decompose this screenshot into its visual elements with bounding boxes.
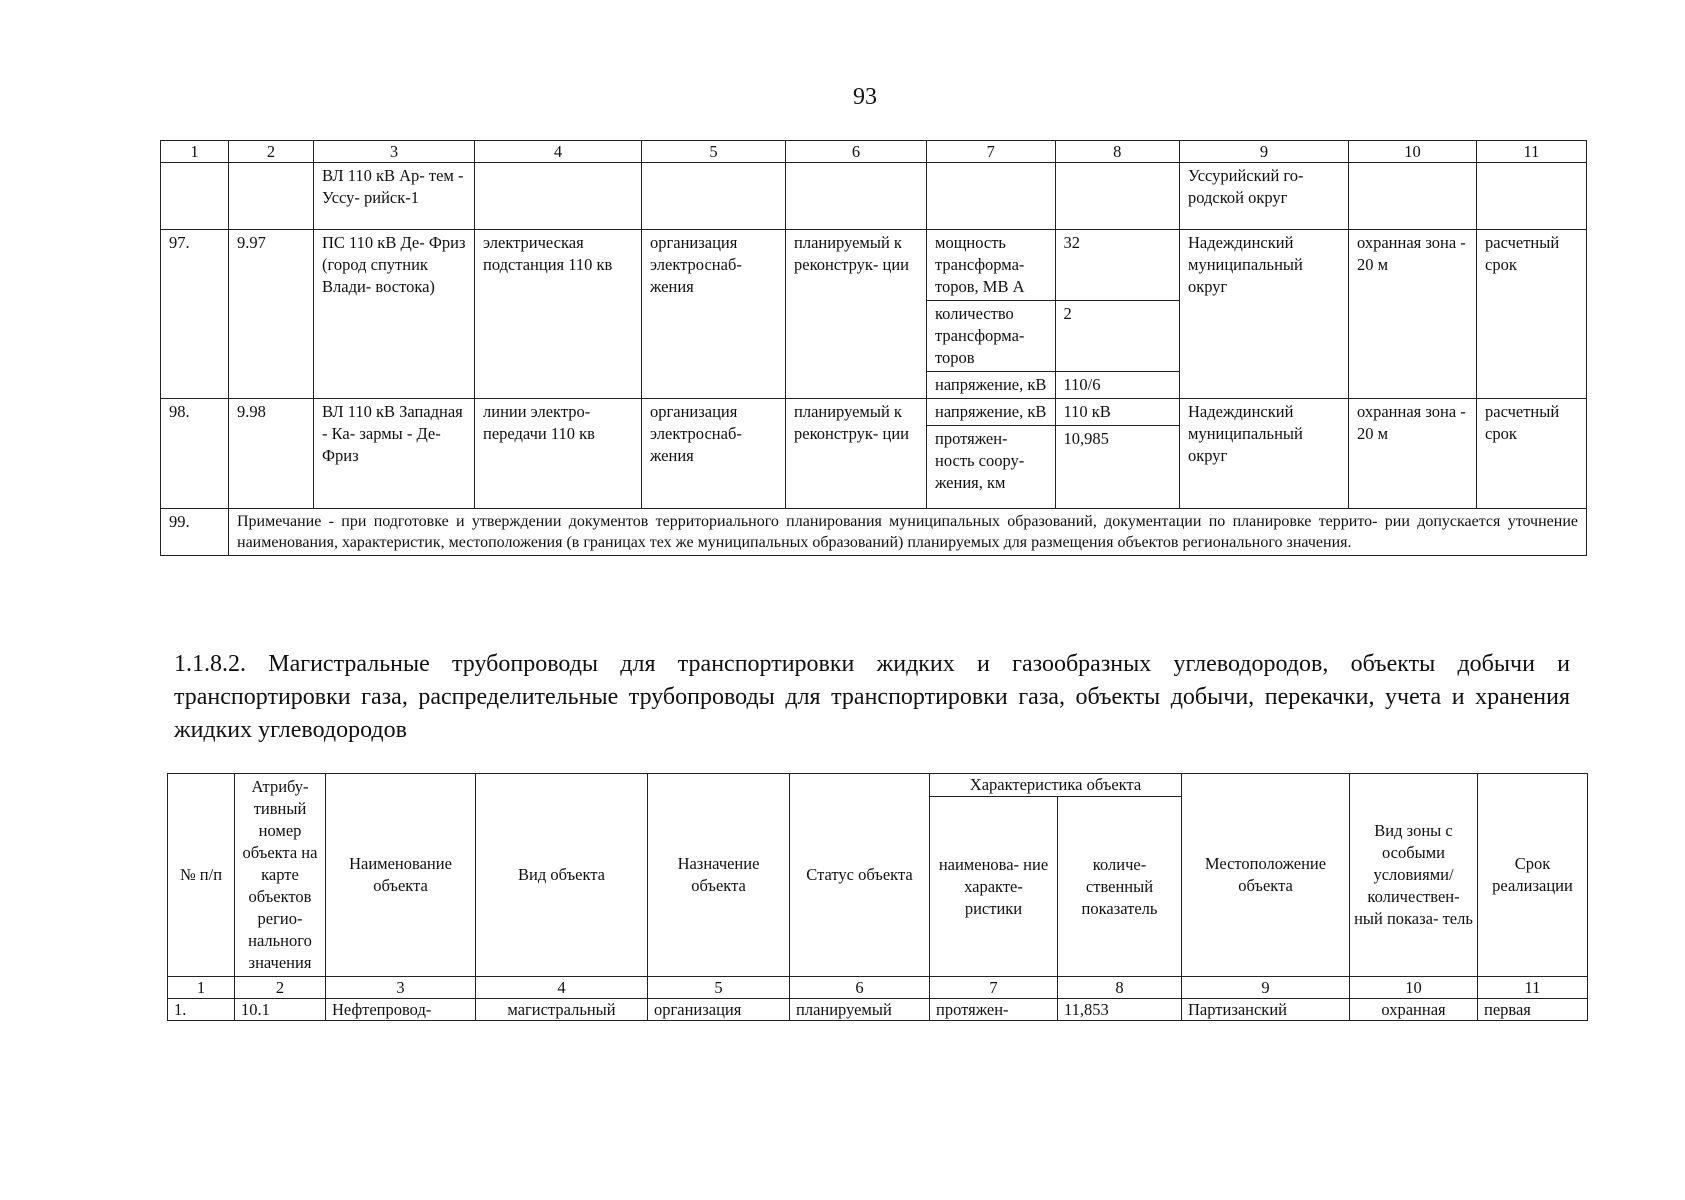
object-name: Нефтепровод- [326,999,476,1021]
column-number-row [161,141,1587,163]
object-purpose: организация [648,999,790,1021]
col-num: 3 [326,977,476,999]
col-num: 5 [642,141,786,163]
zone: охранная [1350,999,1478,1021]
object-status: планируемый к реконструк- ции [786,399,927,509]
header-char-name: наименова- ние характе- ристики [930,797,1058,977]
char-value: 110/6 [1055,372,1179,399]
section-heading: 1.1.8.2. Магистральные трубопроводы для транспортировки жидких и газообразных углеводородов, объекты добычи и транспортировки газа, распределительные трубопроводы для транспортировки газа, объекты добычи, перекачки, учета и хранения жидких углеводородов [174,651,1570,743]
object-name: ВЛ 110 кВ Западная - Ка- зармы - Де- Фриз [314,399,475,509]
header-row [168,774,1588,797]
char-name: протяжен- [930,999,1058,1021]
header-status: Статус объекта [790,774,930,977]
col-num: 11 [1477,141,1587,163]
object-characteristics [927,230,1180,399]
term: первая [1478,999,1588,1021]
table-row [161,163,1587,230]
col-num: 1 [161,141,229,163]
zone: охранная зона - 20 м [1349,399,1477,509]
char-value: 32 [1063,233,1080,252]
table-row [161,230,1587,399]
page-number: 93 [853,84,877,110]
table-row [161,509,1587,556]
char-name: мощность трансформа- торов, МВ А [927,230,1055,301]
char-value: 2 [1055,301,1179,372]
col-num: 4 [475,141,642,163]
char-value: 110 кВ [1063,402,1111,421]
header-no: № п/п [168,774,235,977]
object-location: Надеждинский муниципальный округ [1180,230,1349,399]
row-number: 97. [161,230,229,399]
object-purpose: организация электроснаб- жения [642,230,786,399]
col-num-pair [927,141,1180,163]
header-term: Срок реализации [1478,774,1588,977]
col-num: 2 [229,141,314,163]
col-num: 9 [1182,977,1350,999]
col-num: 6 [786,141,927,163]
object-status: планируемый [790,999,930,1021]
note-text: Примечание - при подготовке и утверждении документов территориального планирования муниципальных образований, документации по планировке террито- рии допускается уточнение наименования, характеристик, местоположения (в границах тех же муниципальных образований) планируемых для размещения объектов регионального значения. [229,509,1587,556]
header-purpose: Назначение объекта [648,774,790,977]
col-num: 8 [1058,977,1182,999]
row-number: 1. [168,999,235,1021]
col-num: 10 [1350,977,1478,999]
object-characteristics [927,399,1180,509]
col-num: 6 [790,977,930,999]
column-number-row [168,977,1588,999]
col-num: 9 [1180,141,1349,163]
table-row [168,999,1588,1021]
header-location: Местоположение объекта [1182,774,1350,977]
header-attr: Атрибу- тивный номер объекта на карте объектов регио- нального значения [235,774,326,977]
object-purpose: организация электроснаб- жения [642,399,786,509]
col-num: 1 [168,977,235,999]
header-char-value: количе- ственный показатель [1058,797,1182,977]
col-num: 11 [1478,977,1588,999]
header-name: Наименование объекта [326,774,476,977]
attribute-number: 10.1 [235,999,326,1021]
attribute-number: 9.98 [229,399,314,509]
header-zone: Вид зоны с особыми условиями/ количествен- ный показа- тель [1350,774,1478,977]
object-location: Надеждинский муниципальный округ [1180,399,1349,509]
term: расчетный срок [1477,399,1587,509]
electric-objects-table [160,140,1587,556]
char-name: количество трансформа- торов [927,301,1055,372]
col-num: 7 [927,141,1055,162]
header-characteristics: Характеристика объекта [930,774,1182,797]
char-name: напряжение, кВ [927,399,1055,426]
term: расчетный срок [1477,230,1587,399]
object-location: Партизанский [1182,999,1350,1021]
char-name: напряжение, кВ [927,372,1055,399]
object-name: ПС 110 кВ Де- Фриз (город спутник Влади- востока) [314,230,475,399]
char-value: 11,853 [1058,999,1182,1021]
object-location: Уссурийский го- родской округ [1180,163,1349,230]
row-number: 99. [161,509,229,556]
char-name: протяжен- ность соору- жения, км [927,426,1055,509]
object-status: планируемый к реконструк- ции [786,230,927,399]
col-num: 7 [930,977,1058,999]
object-type: магистральный [476,999,648,1021]
object-name: ВЛ 110 кВ Ар- тем - Уссу- рийск-1 [314,163,475,230]
col-num: 4 [476,977,648,999]
attribute-number: 9.97 [229,230,314,399]
header-type: Вид объекта [476,774,648,977]
col-num: 5 [648,977,790,999]
table-row [161,399,1587,509]
object-type: линии электро- передачи 110 кв [475,399,642,509]
zone: охранная зона - 20 м [1349,230,1477,399]
col-num: 3 [314,141,475,163]
col-num: 2 [235,977,326,999]
object-type: электрическая подстанция 110 кв [475,230,642,399]
col-num: 10 [1349,141,1477,163]
col-num: 8 [1113,142,1122,161]
pipelines-table [167,773,1588,1021]
char-value: 10,985 [1055,426,1179,509]
row-number: 98. [161,399,229,509]
